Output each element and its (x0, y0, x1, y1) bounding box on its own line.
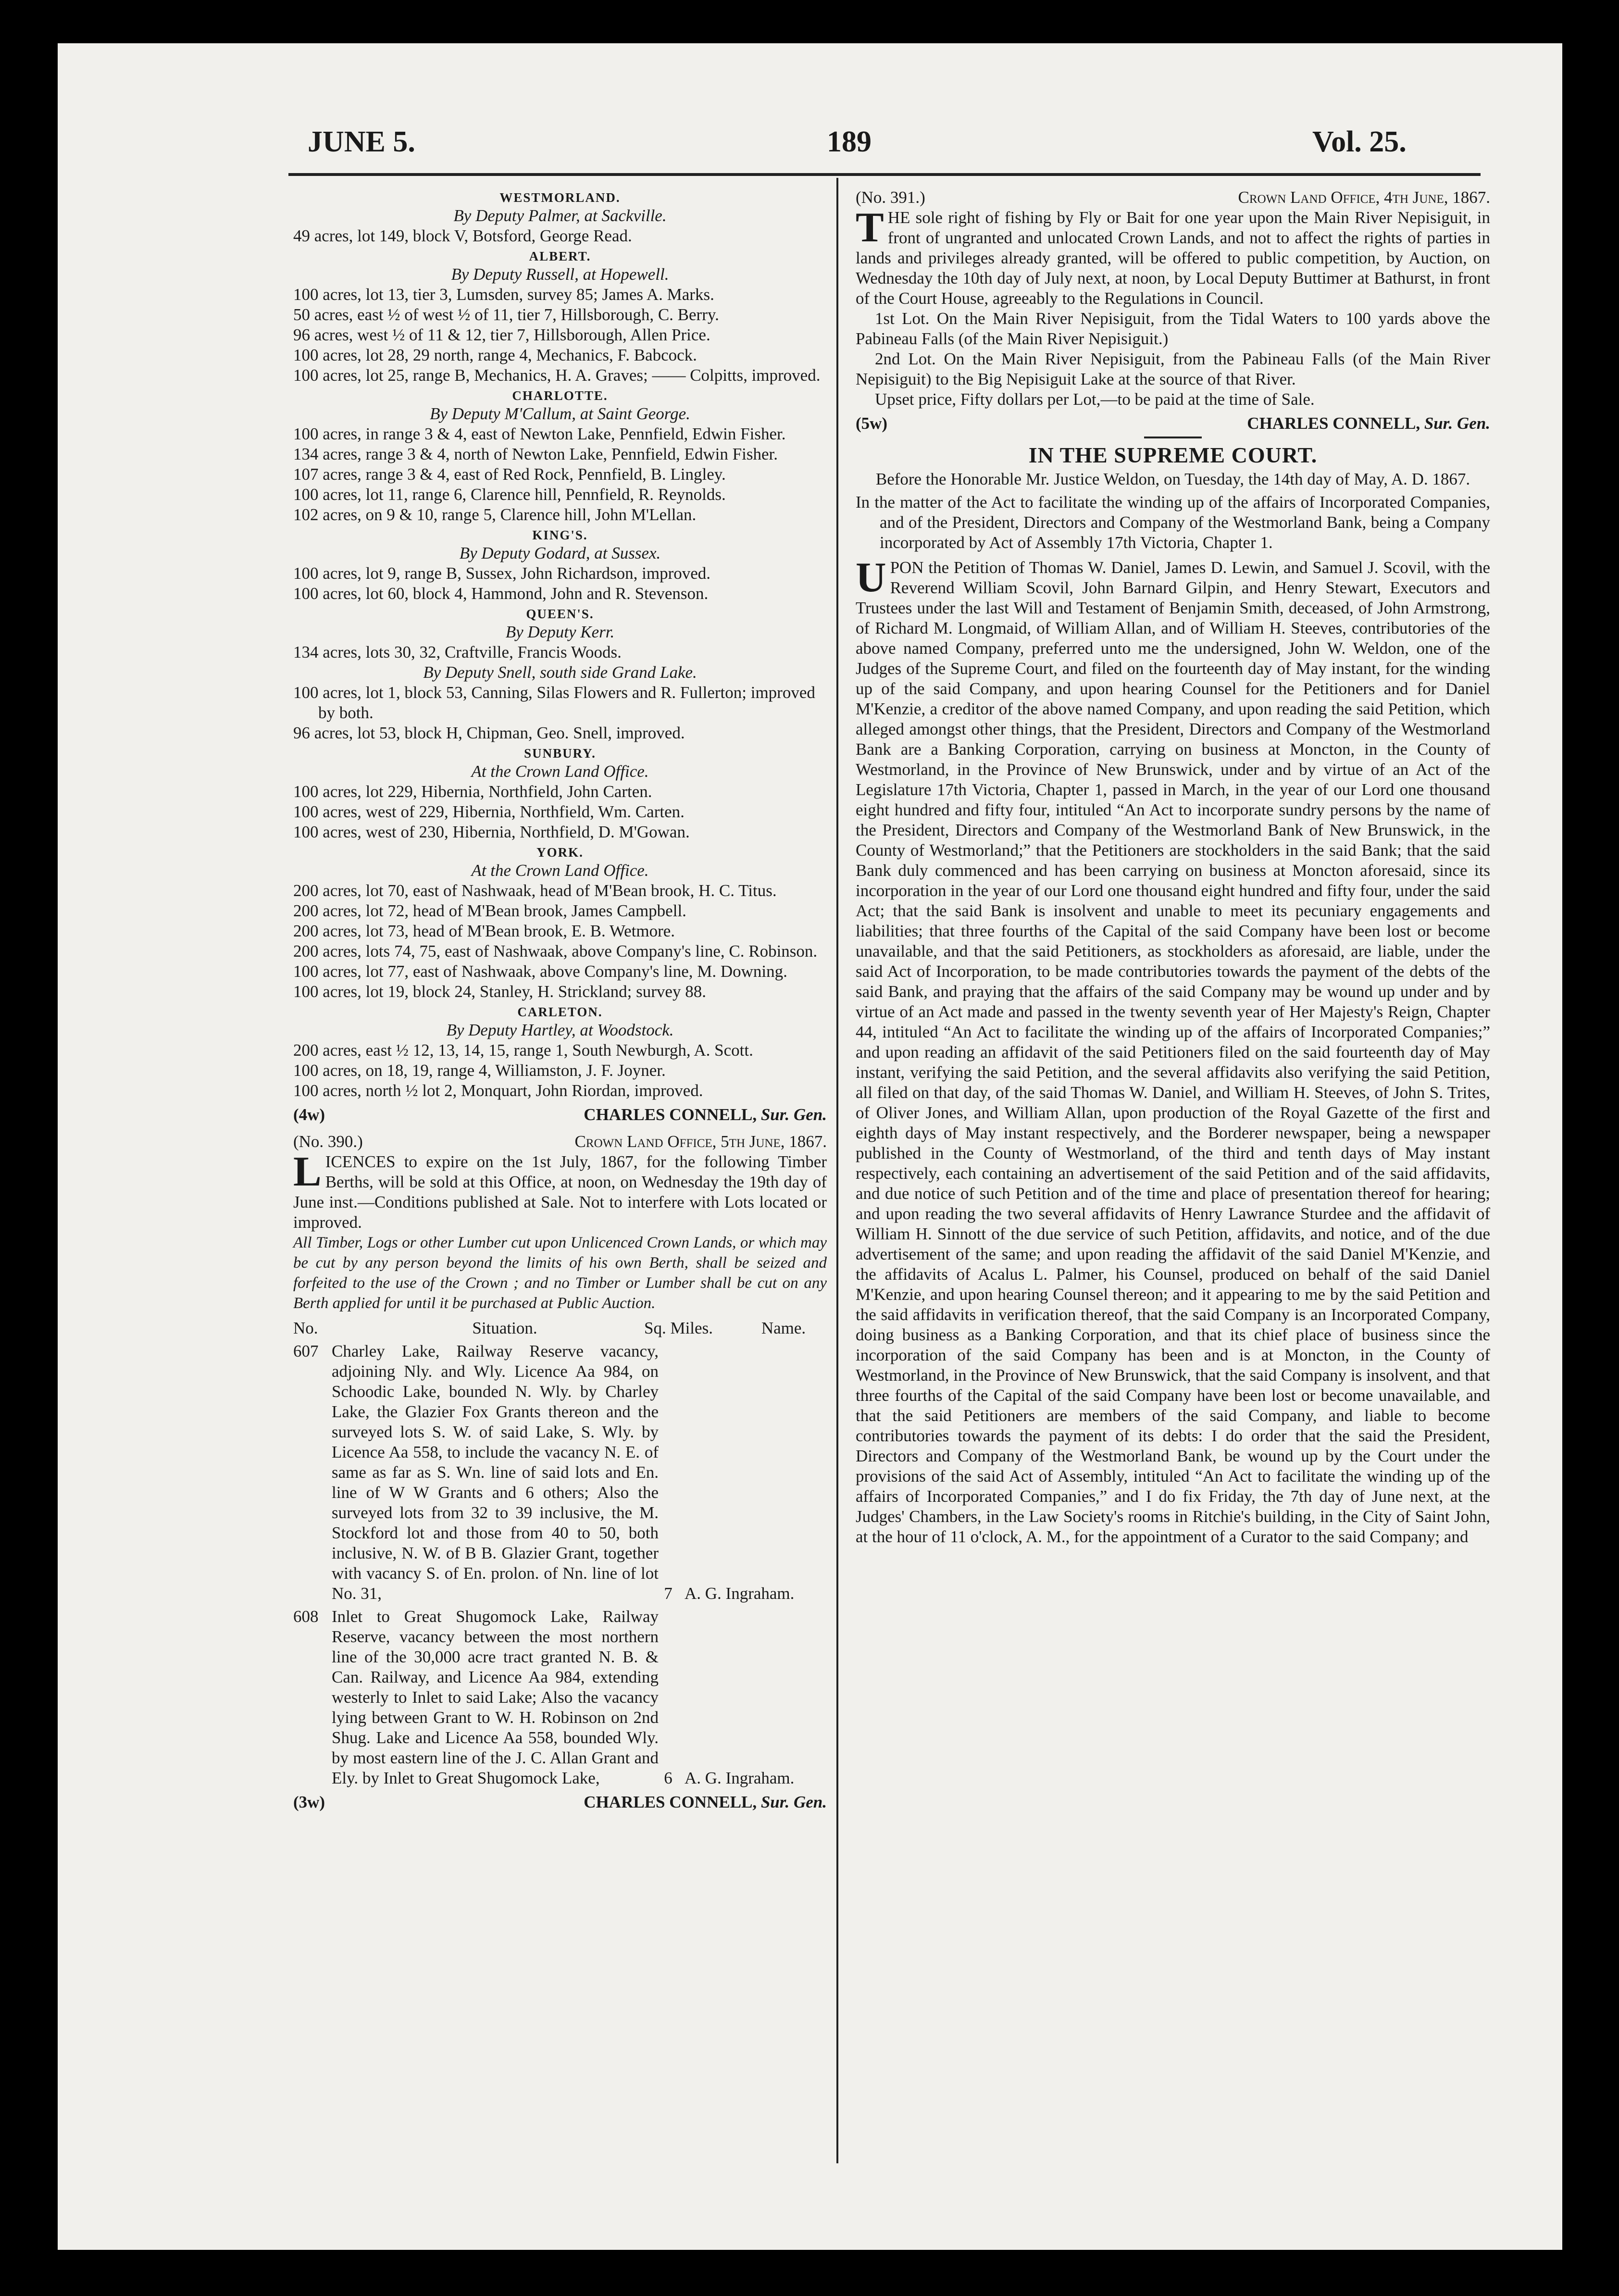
land-entry: 100 acres, in range 3 & 4, east of Newton Lake, Pennfield, Edwin Fisher. (293, 424, 786, 443)
notice-number: (No. 390.) (293, 1132, 363, 1151)
county-heading: KING'S. (532, 528, 588, 542)
insertion-mark: (5w) (856, 414, 888, 433)
county-heading: CHARLOTTE. (512, 388, 608, 403)
deputy-line: By Deputy Russell, at Hopewell. (451, 265, 669, 284)
signatory-name: CHARLES CONNELL, (584, 1793, 757, 1811)
deputy-line: At the Crown Land Office. (471, 861, 649, 880)
page-number: 189 (827, 125, 872, 158)
notice-number: (No. 391.) (856, 188, 925, 207)
land-entry: 100 acres, lot 9, range B, Sussex, John Richardson, improved. (293, 564, 711, 583)
notice-office-date: Crown Land Office, 5th June, 1867. (574, 1132, 827, 1151)
court-order-text: PON the Petition of Thomas W. Daniel, James D. Lewin, and Samuel J. Scovil, with the Reverend William Scovil, John Barnard Gilpin, and Henry Stewart, Executors and Trustees under the last Will and Testament of Benjamin Smith, deceased, of John Armstrong, of Richard M. Longmaid, of William Allan, and of William H. Steeves, contributories of the above named Company, preferred unto me the undersigned, John W. Weldon, one of the Judges of the Supreme Court, and filed on the fourteenth day of May instant, for the winding up of the said Company, and upon hearing Counsel for the Petitioners and for Daniel M'Kenzie, a creditor of the above named Company, and upon reading the said Petition, which alleged amongst other things, that the President, Directors and Company of the Westmorland Bank are a Banking Corporation, carrying on business at Moncton, in the County of Westmorland, in the Province of New Brunswick, under and by virtue of an Act of the Legislature 17th Victoria, Chapter 1, passed in March, in the year of our Lord one thousand eight hundred and fifty four, intituled “An Act to incorporate sundry persons by the name of the President, Directors and Company of the Westmorland Bank of New Brunswick, in the County of Westmorland;” that the Petitioners are stockholders in the said Bank; that the said Bank duly commenced and has been carrying on business at Moncton aforesaid, since its incorporation in the year of our Lord one thousand eight hundred and fifty four, under the said Act; that the said Bank is insolvent and unable to meet its pecuniary engagements and liabilities; that three fourths of the Capital of the said Company have been lost or become unavailable, and that the said Petitioners, as stockholders as aforesaid, are liable, under the said Act of Incorporation, to be made contributories towards the payment of the debts of the said Bank, and praying that the affairs of the said Company may be wound up under and by virtue of an Act made and passed in the twenty seventh year of Her Majesty's Reign, Chapter 44, intituled “An Act to facilitate the winding up of the affairs of Incorporated Companies;” and upon reading an affidavit of the said Petitioners filed on the said fourteenth day of May instant, verifying the said Petition, and the several affidavits also verifying the said Petition, all filed on that day, of the said Thomas W. Daniel, and William H. Steeves, of John S. Trites, of Oliver Jones, and William Allan, upon production of the Royal Gazette of the first and eighth days of May instant respectively, and the Borderer newspaper, being a newspaper published in the County of Westmorland, of the third and tenth days of May instant respectively, each containing an advertisement of the said Petition and of the said affidavits, and due notice of such Petition and of the time and place of presentation thereof for hearing; and upon reading the two several affidavits of Henry Lawrance Sturdee and the affidavit of William H. Sinnott of the due service of such Petition, affidavits, and notice, and of the due advertisement of the same; and upon reading the affidavit of the said Daniel M'Kenzie, and the affidavits of Acalus L. Palmer, his Counsel, produced on behalf of the said Daniel M'Kenzie, and upon hearing Counsel thereon; and it appearing to me by the said Petition and the said affidavits in verification thereof, that the said Company is an Incorporated Company, doing business as a Banking Corporation, and that its chief place of business since the incorporation of the said Company has been and is at Moncton, in the County of Westmorland, in the Province of New Brunswick, that the said Company is insolvent, and that three fourths of the Capital of the said Company have been lost or become unavailable, and that the said Petitioners are members of the said Company, and liable to become contributories towards the payment of its debts: I do order that the said the President, Directors and Company of the Westmorland Bank, be wound up by the Court under the provisions of the said Act of Assembly, intituled “An Act to facilitate the winding up of the affairs of Incorporated Companies,” and I do fix Friday, the 7th day of June next, at the Judges' Chambers, in the Law Society's rooms in Ritchie's building, in the City of Saint John, at the hour of 11 o'clock, A. M., for the appointment of a Curator to the said Company; and (856, 558, 1490, 1546)
deputy-line: By Deputy Kerr. (505, 623, 615, 641)
notice-body (293, 1148, 827, 1233)
court-heading: IN THE SUPREME COURT. (1028, 443, 1318, 467)
land-entry: 100 acres, west of 230, Hibernia, Northfield, D. M'Gowan. (293, 823, 690, 841)
column-header: Situation. (472, 1319, 537, 1337)
notice-office-date: Crown Land Office, 4th June, 1867. (1238, 188, 1490, 207)
newspaper-page (58, 43, 1562, 2250)
land-entry: 107 acres, range 3 & 4, east of Red Rock, Pennfield, B. Lingley. (293, 465, 726, 484)
column-header: No. (293, 1319, 318, 1337)
land-entry: 200 acres, lot 72, head of M'Bean brook, James Campbell. (293, 901, 686, 920)
deputy-line: At the Crown Land Office. (471, 762, 649, 781)
county-heading: YORK. (536, 845, 584, 860)
land-entry: 100 acres, on 18, 19, range 4, Williamston, J. F. Joyner. (293, 1061, 666, 1080)
lot-description: 2nd Lot. On the Main River Nepisiguit, from the Pabineau Falls (of the Main River Nepisiguit) to the Big Nepisiguit Lake at the source of that River. (856, 349, 1490, 388)
county-heading: CARLETON. (517, 1005, 603, 1019)
land-entry: 134 acres, range 3 & 4, north of Newton Lake, Pennfield, Edwin Fisher. (293, 445, 778, 463)
drop-cap: U (856, 554, 886, 601)
section-rule (1144, 437, 1202, 438)
insertion-mark: (4w) (293, 1105, 325, 1124)
drop-cap: T (856, 204, 884, 251)
land-entry: 100 acres, west of 229, Hibernia, Northfield, Wm. Carten. (293, 802, 685, 821)
land-entry: 100 acres, lot 28, 29 north, range 4, Mechanics, F. Babcock. (293, 346, 697, 364)
court-order-body (856, 554, 1490, 1547)
left-column (293, 187, 827, 1812)
land-entry: 100 acres, lot 60, block 4, Hammond, John and R. Stevenson. (293, 584, 709, 603)
column-header: Name. (761, 1319, 806, 1337)
land-entry: 200 acres, east ½ 12, 13, 14, 15, range 1, South Newburgh, A. Scott. (293, 1041, 753, 1060)
land-entry: 96 acres, west ½ of 11 & 12, tier 7, Hillsborough, Allen Price. (293, 325, 710, 344)
table-row (293, 1341, 827, 1604)
county-heading: QUEEN'S. (526, 607, 594, 621)
berth-number: 608 (293, 1607, 319, 1626)
volume-number: Vol. 25. (1312, 125, 1407, 158)
caution-text: All Timber, Logs or other Lumber cut upon Unlicenced Crown Lands, or which may be cut by any person beyond the limits of his own Berth, shall be seized and forfeited to the use of the Crown ; and no Timber or Lumber shall be cut on any Berth applied for until it be purchased at Public Auction. (293, 1234, 827, 1312)
berth-situation: Inlet to Great Shugomock Lake, Railway Reserve, vacancy between the most northern line of the 30,000 acre tract granted N. B. & Can. Railway, and Licence Aa 984, extending westerly to Inlet to said Lake; Also the vacancy lying between Grant to W. H. Robinson on 2nd Shug. Lake and Licence Aa 558, bounded Wly. by most eastern line of the J. C. Allan Grant and Ely. by Inlet to Great Shugomock Lake, (332, 1607, 659, 1787)
table-row (293, 1607, 827, 1788)
upset-price: Upset price, Fifty dollars per Lot,—to be paid at the time of Sale. (875, 390, 1315, 409)
land-entry: 100 acres, lot 77, east of Nashwaak, above Company's line, M. Downing. (293, 962, 787, 981)
insertion-mark: (3w) (293, 1793, 325, 1811)
land-entry: 100 acres, lot 11, range 6, Clarence hill, Pennfield, R. Reynolds. (293, 485, 726, 504)
issue-date: JUNE 5. (308, 125, 415, 158)
column-header: Sq. Miles. (644, 1319, 713, 1337)
signatory-title: Sur. Gen. (760, 1793, 827, 1811)
berth-sq-miles: 6 (664, 1769, 673, 1787)
land-entry: 200 acres, lot 70, east of Nashwaak, head of M'Bean brook, H. C. Titus. (293, 881, 777, 900)
land-entry: 100 acres, lot 19, block 24, Stanley, H. Strickland; survey 88. (293, 982, 706, 1001)
court-matter: In the matter of the Act to facilitate the winding up of the affairs of Incorporated Companies, and of the President, Directors and Company of the Westmorland Bank, being a Company incorporated by Act of Assembly 17th Victoria, Chapter 1. (856, 493, 1490, 552)
table-header (293, 1318, 827, 1338)
header-rule (288, 173, 1481, 176)
signatory-name: CHARLES CONNELL, (1247, 414, 1420, 433)
signatory-name: CHARLES CONNELL, (584, 1105, 757, 1124)
land-entry: 100 acres, lot 25, range B, Mechanics, H. A. Graves; —— Colpitts, improved. (293, 366, 821, 385)
county-heading: SUNBURY. (524, 746, 596, 761)
lot-description: 1st Lot. On the Main River Nepisiguit, from the Tidal Waters to 100 yards above the Pabineau Falls (of the Main River Nepisiguit.) (856, 309, 1490, 348)
berth-name: A. G. Ingraham. (685, 1769, 795, 1787)
drop-cap: L (293, 1148, 322, 1195)
column-divider (836, 178, 838, 2163)
deputy-line: By Deputy Godard, at Sussex. (459, 544, 661, 562)
land-entry: 200 acres, lot 73, head of M'Bean brook, E. B. Wetmore. (293, 922, 675, 940)
county-heading: WESTMORLAND. (499, 190, 621, 205)
notice-header (856, 187, 1490, 208)
county-heading: ALBERT. (529, 249, 591, 263)
court-before: Before the Honorable Mr. Justice Weldon, on Tuesday, the 14th day of May, A. D. 1867. (875, 470, 1470, 488)
deputy-line: By Deputy M'Callum, at Saint George. (430, 404, 690, 423)
land-entry: 200 acres, lots 74, 75, east of Nashwaak, above Company's line, C. Robinson. (293, 942, 818, 961)
signature-line (293, 1105, 827, 1125)
berth-sq-miles: 7 (664, 1584, 673, 1603)
deputy-line: By Deputy Palmer, at Sackville. (453, 206, 667, 225)
notice-body (856, 204, 1490, 309)
berth-situation: Charley Lake, Railway Reserve vacancy, adjoining Nly. and Wly. Licence Aa 984, on Schoodic Lake, bounded N. Wly. by Charley Lake, the Glazier Fox Grants thereon and the surveyed lots S. W. of said Lake, S. Wly. by Licence Aa 558, to include the vacancy N. E. of same as far as S. Wn. line of said lots and En. line of W W Grants and 6 others; Also the surveyed lots from 32 to 39 inclusive, the M. Stockford lot and those from 40 to 50, both inclusive, N. W. of B B. Glazier Grant, together with vacancy S. of En. prolon. of Nn. line of lot No. 31, (332, 1342, 659, 1603)
land-entry: 96 acres, lot 53, block H, Chipman, Geo. Snell, improved. (293, 724, 685, 742)
land-entry: 50 acres, east ½ of west ½ of 11, tier 7, Hillsborough, C. Berry. (293, 305, 719, 324)
deputy-line: By Deputy Hartley, at Woodstock. (446, 1021, 674, 1039)
signatory-title: Sur. Gen. (1424, 414, 1490, 433)
deputy-line: By Deputy Snell, south side Grand Lake. (423, 663, 697, 682)
signature-line (856, 413, 1490, 434)
land-entry: 100 acres, lot 1, block 53, Canning, Silas Flowers and R. Fullerton; improved by both. (293, 683, 815, 722)
notice-text: ICENCES to expire on the 1st July, 1867, for the following Timber Berths, will be sold at this Office, at noon, on Wednesday the 19th day of June inst.—Conditions published at Sale. Not to interfere with Lots located or improved. (293, 1152, 827, 1232)
berth-name: A. G. Ingraham. (685, 1584, 795, 1603)
notice-header (293, 1132, 827, 1152)
land-entry: 100 acres, lot 13, tier 3, Lumsden, survey 85; James A. Marks. (293, 285, 714, 304)
land-entry: 100 acres, lot 229, Hibernia, Northfield, John Carten. (293, 782, 652, 801)
berth-number: 607 (293, 1342, 319, 1360)
right-column (856, 187, 1490, 1547)
land-entry: 102 acres, on 9 & 10, range 5, Clarence hill, John M'Lellan. (293, 505, 697, 524)
notice-text: HE sole right of fishing by Fly or Bait for one year upon the Main River Nepisiguit, in front of ungranted and unlocated Crown Lands, and not to affect the rights of parties in lands and privileges already granted, will be offered to public competition, by Auction, on Wednesday the 10th day of July next, at noon, by Local Deputy Buttimer at Bathurst, in front of the Court House, agreeably to the Regulations in Council. (856, 208, 1490, 308)
land-entry: 49 acres, lot 149, block V, Botsford, George Read. (293, 226, 632, 245)
land-entry: 100 acres, north ½ lot 2, Monquart, John Riordan, improved. (293, 1081, 703, 1100)
signature-line (293, 1792, 827, 1812)
land-entry: 134 acres, lots 30, 32, Craftville, Francis Woods. (293, 643, 622, 661)
signatory-title: Sur. Gen. (760, 1105, 827, 1124)
